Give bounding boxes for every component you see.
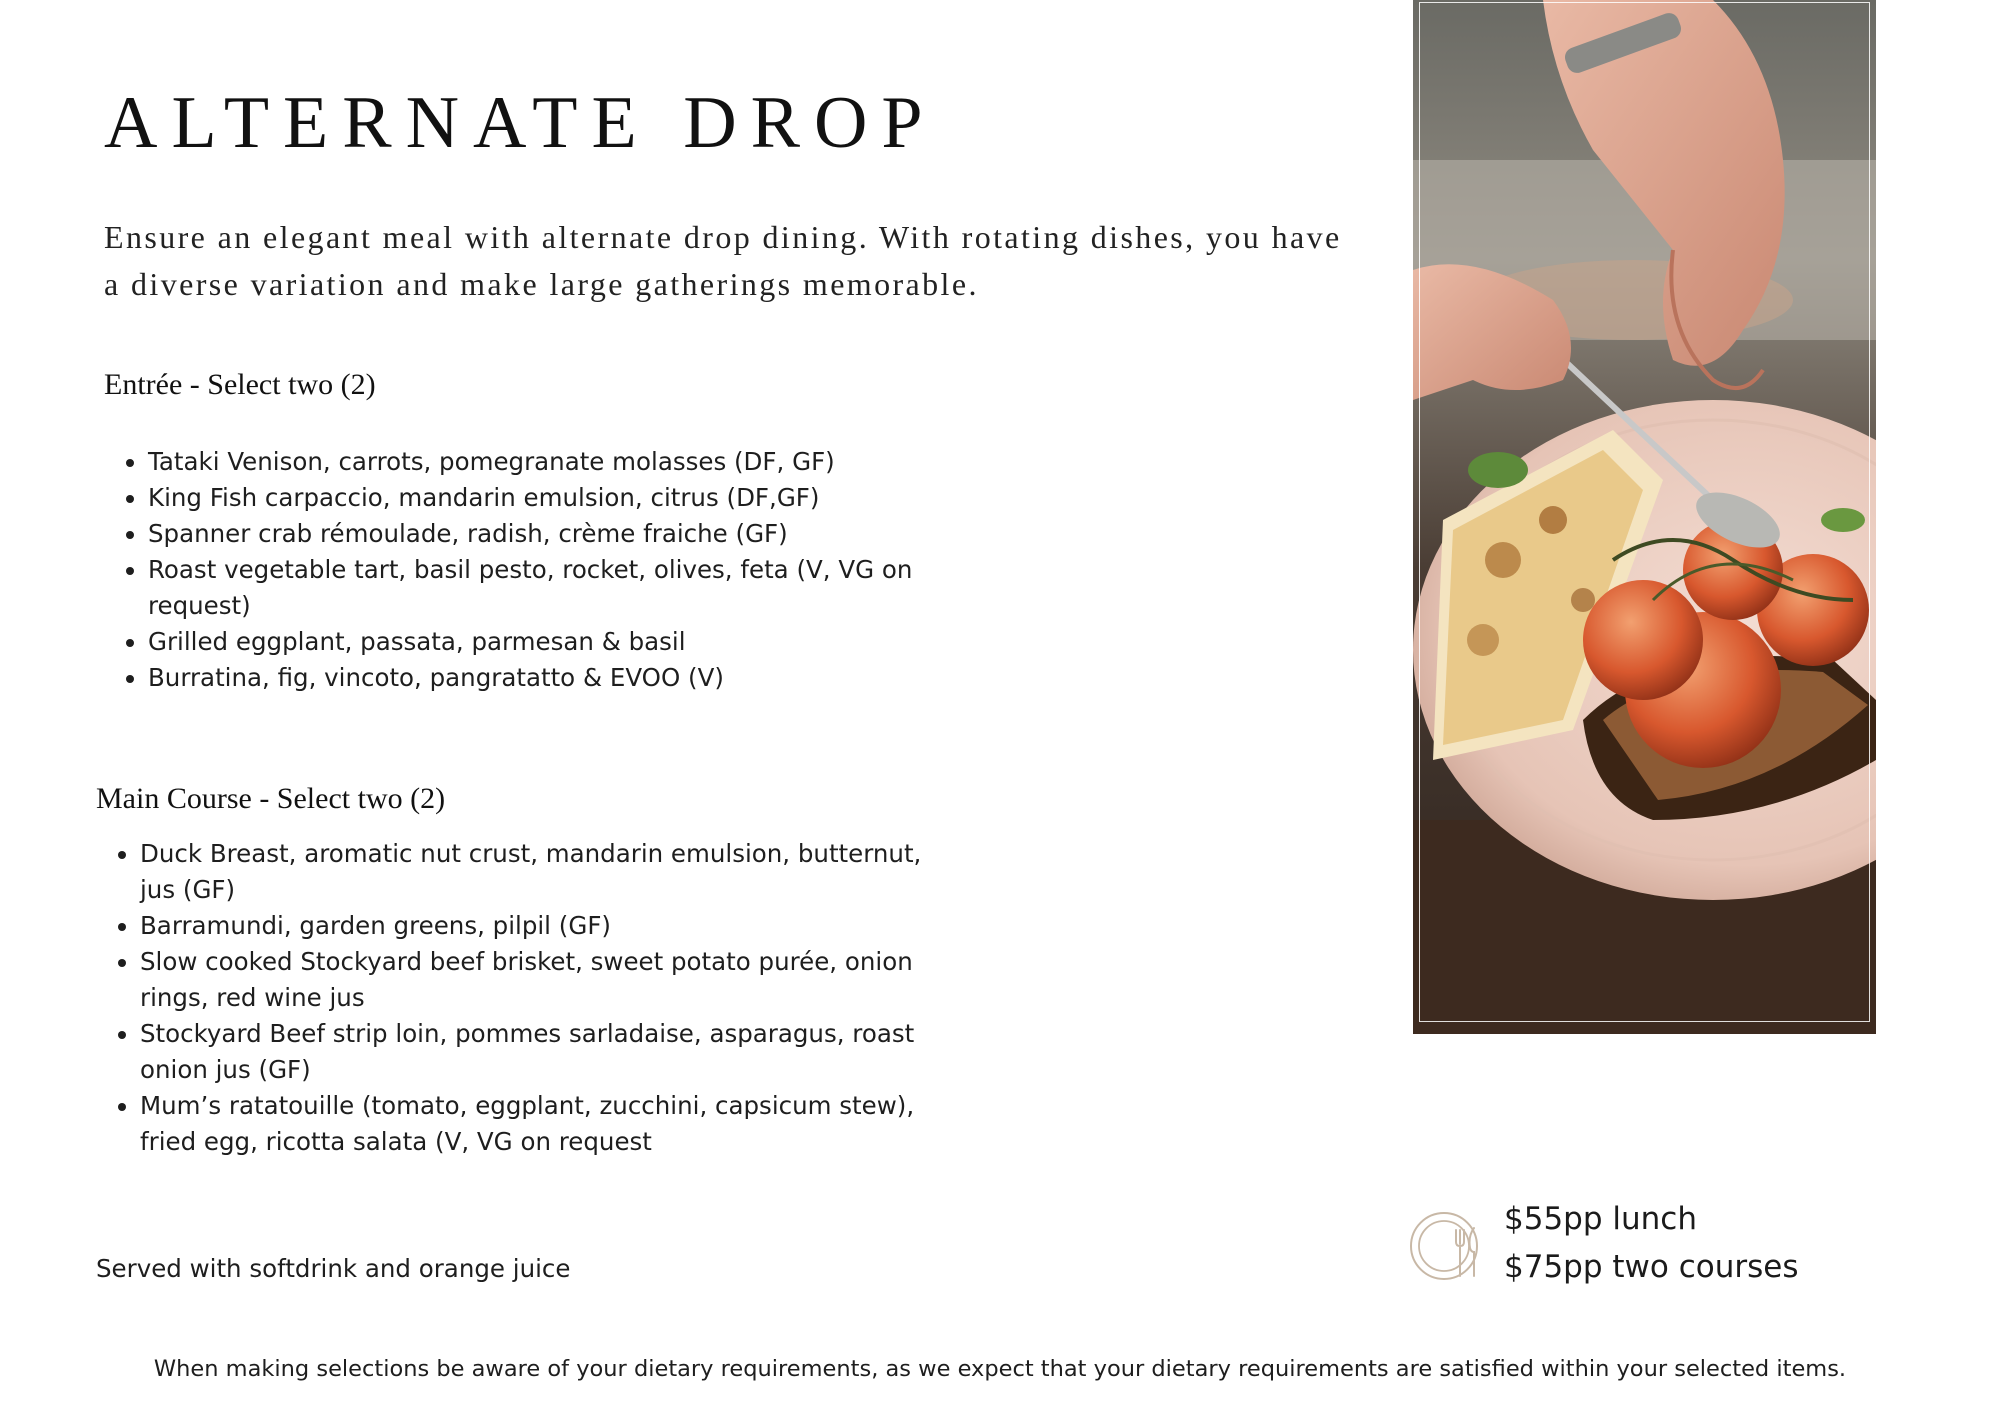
served-note: Served with softdrink and orange juice (96, 1254, 571, 1283)
list-item: • Tataki Venison, carrots, pomegranate molasses (DF, GF) (148, 444, 948, 480)
list-item: • Barramundi, garden greens, pilpil (GF) (140, 908, 960, 944)
entree-list (104, 444, 948, 696)
entree-heading: Entrée - Select two (2) (104, 368, 376, 401)
main-course-heading: Main Course - Select two (2) (96, 782, 446, 815)
list-item: • Duck Breast, aromatic nut crust, mandarin emulsion, butternut, jus (GF) (140, 836, 960, 908)
list-item: • Grilled eggplant, passata, parmesan & basil (148, 624, 948, 660)
main-course-list (96, 836, 960, 1160)
price-lunch: $55pp lunch (1504, 1201, 1697, 1237)
list-item: • Spanner crab rémoulade, radish, crème fraiche (GF) (148, 516, 948, 552)
list-item: • Stockyard Beef strip loin, pommes sarladaise, asparagus, roast onion jus (GF) (140, 1016, 960, 1088)
list-item: • Mum’s ratatouille (tomato, eggplant, zucchini, capsicum stew), fried egg, ricotta salata (V, VG on request (140, 1088, 960, 1160)
plate-cutlery-icon (1410, 1206, 1488, 1284)
list-item: • Slow cooked Stockyard beef brisket, sweet potato purée, onion rings, red wine jus (140, 944, 960, 1016)
list-item: • King Fish carpaccio, mandarin emulsion, citrus (DF,GF) (148, 480, 948, 516)
list-item: • Roast vegetable tart, basil pesto, rocket, olives, feta (V, VG on request) (148, 552, 948, 624)
food-photo (1413, 0, 1876, 1034)
intro-text: Ensure an elegant meal with alternate drop dining. With rotating dishes, you have a diverse variation and make large gatherings memorable. (104, 219, 1342, 302)
list-item: • Burratina, fig, vincoto, pangratatto & EVOO (V) (148, 660, 948, 696)
page-title: ALTERNATE DROP (104, 82, 937, 164)
dietary-note: When making selections be aware of your dietary requirements, as we expect that your dietary requirements are satisfied within your selected items. (153, 1356, 1847, 1382)
price-two-courses: $75pp two courses (1504, 1249, 1799, 1285)
